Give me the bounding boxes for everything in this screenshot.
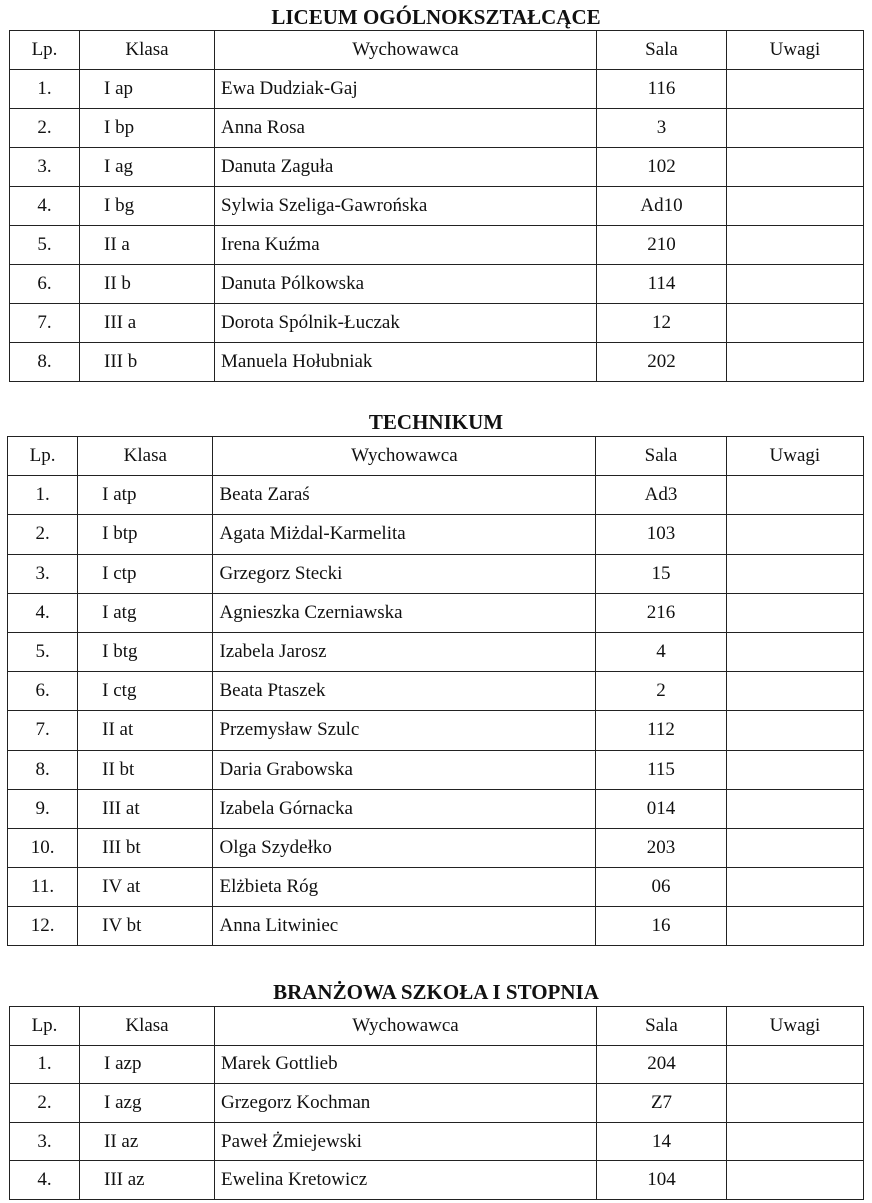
cell-uwagi <box>727 226 864 265</box>
column-header-klasa: Klasa <box>80 31 215 70</box>
cell-klasa: I ctp <box>78 554 213 593</box>
cell-sala: Ad3 <box>596 476 726 515</box>
cell-uwagi <box>726 554 863 593</box>
column-header-uwagi: Uwagi <box>727 1007 864 1046</box>
cell-lp: 2. <box>8 515 78 554</box>
cell-wychowawca: Ewelina Kretowicz <box>215 1161 597 1200</box>
table-row <box>10 1084 864 1123</box>
cell-sala: 06 <box>596 868 726 907</box>
cell-lp: 3. <box>10 148 80 187</box>
cell-uwagi <box>727 304 864 343</box>
cell-wychowawca: Elżbieta Róg <box>213 868 596 907</box>
cell-uwagi <box>727 148 864 187</box>
cell-lp: 4. <box>8 593 78 632</box>
cell-klasa: II az <box>80 1122 215 1161</box>
cell-wychowawca: Marek Gottlieb <box>215 1045 597 1084</box>
cell-wychowawca: Olga Szydełko <box>213 828 596 867</box>
cell-klasa: I ag <box>80 148 215 187</box>
cell-sala: 3 <box>597 109 727 148</box>
cell-uwagi <box>727 70 864 109</box>
column-header-lp: Lp. <box>10 31 80 70</box>
cell-sala: 203 <box>596 828 726 867</box>
cell-lp: 2. <box>10 1084 80 1123</box>
cell-klasa: II bt <box>78 750 213 789</box>
cell-sala: 210 <box>597 226 727 265</box>
cell-uwagi <box>726 672 863 711</box>
table-row <box>8 672 864 711</box>
table-row <box>8 868 864 907</box>
column-header-uwagi: Uwagi <box>727 31 864 70</box>
cell-sala: 14 <box>597 1122 727 1161</box>
column-header-wychowawca: Wychowawca <box>215 31 597 70</box>
cell-lp: 12. <box>8 907 78 946</box>
column-header-lp: Lp. <box>8 437 78 476</box>
cell-lp: 4. <box>10 1161 80 1200</box>
cell-wychowawca: Grzegorz Stecki <box>213 554 596 593</box>
cell-klasa: IV bt <box>78 907 213 946</box>
cell-klasa: I bg <box>80 187 215 226</box>
cell-uwagi <box>727 1122 864 1161</box>
table-row <box>10 1045 864 1084</box>
cell-klasa: I btp <box>78 515 213 554</box>
table-row <box>10 109 864 148</box>
cell-uwagi <box>726 907 863 946</box>
cell-wychowawca: Dorota Spólnik-Łuczak <box>215 304 597 343</box>
table-row <box>10 343 864 382</box>
cell-wychowawca: Przemysław Szulc <box>213 711 596 750</box>
cell-lp: 1. <box>10 1045 80 1084</box>
cell-klasa: II a <box>80 226 215 265</box>
cell-wychowawca: Sylwia Szeliga-Gawrońska <box>215 187 597 226</box>
cell-wychowawca: Daria Grabowska <box>213 750 596 789</box>
cell-sala: 114 <box>597 265 727 304</box>
table-row <box>10 70 864 109</box>
column-header-uwagi: Uwagi <box>726 437 863 476</box>
cell-lp: 3. <box>8 554 78 593</box>
table-row <box>10 187 864 226</box>
cell-sala: Z7 <box>597 1084 727 1123</box>
table-row <box>10 148 864 187</box>
table-row <box>8 593 864 632</box>
cell-klasa: I atg <box>78 593 213 632</box>
cell-uwagi <box>727 265 864 304</box>
cell-uwagi <box>726 476 863 515</box>
cell-uwagi <box>726 632 863 671</box>
cell-klasa: III a <box>80 304 215 343</box>
cell-lp: 3. <box>10 1122 80 1161</box>
column-header-wychowawca: Wychowawca <box>213 437 596 476</box>
table-liceum <box>9 30 864 382</box>
cell-klasa: II b <box>80 265 215 304</box>
cell-sala: Ad10 <box>597 187 727 226</box>
cell-uwagi <box>727 1161 864 1200</box>
table-row <box>10 1122 864 1161</box>
cell-wychowawca: Danuta Zaguła <box>215 148 597 187</box>
header-row <box>10 1007 864 1046</box>
cell-lp: 5. <box>10 226 80 265</box>
cell-wychowawca: Ewa Dudziak-Gaj <box>215 70 597 109</box>
cell-klasa: III az <box>80 1161 215 1200</box>
cell-klasa: I azp <box>80 1045 215 1084</box>
cell-uwagi <box>726 515 863 554</box>
cell-lp: 4. <box>10 187 80 226</box>
cell-lp: 7. <box>10 304 80 343</box>
cell-klasa: II at <box>78 711 213 750</box>
cell-wychowawca: Paweł Żmiejewski <box>215 1122 597 1161</box>
cell-sala: 216 <box>596 593 726 632</box>
cell-sala: 103 <box>596 515 726 554</box>
column-header-sala: Sala <box>597 31 727 70</box>
table-row <box>8 711 864 750</box>
table-row <box>10 265 864 304</box>
table-row <box>10 304 864 343</box>
table-branzowa <box>9 1006 864 1200</box>
cell-sala: 116 <box>597 70 727 109</box>
cell-sala: 112 <box>596 711 726 750</box>
cell-lp: 1. <box>8 476 78 515</box>
column-header-lp: Lp. <box>10 1007 80 1046</box>
cell-sala: 12 <box>597 304 727 343</box>
cell-klasa: IV at <box>78 868 213 907</box>
cell-sala: 014 <box>596 789 726 828</box>
cell-klasa: I atp <box>78 476 213 515</box>
cell-uwagi <box>727 1084 864 1123</box>
cell-uwagi <box>726 750 863 789</box>
header-row <box>10 31 864 70</box>
cell-wychowawca: Agata Miżdal-Karmelita <box>213 515 596 554</box>
cell-lp: 8. <box>10 343 80 382</box>
cell-uwagi <box>726 868 863 907</box>
cell-lp: 7. <box>8 711 78 750</box>
cell-lp: 11. <box>8 868 78 907</box>
table-row <box>8 828 864 867</box>
cell-uwagi <box>727 187 864 226</box>
cell-uwagi <box>727 109 864 148</box>
table-row <box>8 632 864 671</box>
cell-sala: 102 <box>597 148 727 187</box>
cell-wychowawca: Beata Ptaszek <box>213 672 596 711</box>
cell-uwagi <box>726 828 863 867</box>
cell-klasa: I btg <box>78 632 213 671</box>
cell-sala: 204 <box>597 1045 727 1084</box>
cell-lp: 6. <box>8 672 78 711</box>
cell-sala: 15 <box>596 554 726 593</box>
section-title-technikum: TECHNIKUM <box>368 410 504 434</box>
cell-sala: 2 <box>596 672 726 711</box>
cell-wychowawca: Manuela Hołubniak <box>215 343 597 382</box>
cell-lp: 2. <box>10 109 80 148</box>
cell-wychowawca: Irena Kuźma <box>215 226 597 265</box>
cell-uwagi <box>727 343 864 382</box>
table-row <box>10 1161 864 1200</box>
cell-wychowawca: Izabela Górnacka <box>213 789 596 828</box>
cell-lp: 6. <box>10 265 80 304</box>
column-header-sala: Sala <box>596 437 726 476</box>
table-row <box>10 226 864 265</box>
cell-uwagi <box>726 593 863 632</box>
table-technikum <box>7 436 864 946</box>
cell-lp: 8. <box>8 750 78 789</box>
table-row <box>8 554 864 593</box>
cell-wychowawca: Agnieszka Czerniawska <box>213 593 596 632</box>
table-row <box>8 907 864 946</box>
cell-sala: 4 <box>596 632 726 671</box>
cell-sala: 16 <box>596 907 726 946</box>
cell-sala: 202 <box>597 343 727 382</box>
cell-wychowawca: Beata Zaraś <box>213 476 596 515</box>
column-header-sala: Sala <box>597 1007 727 1046</box>
table-row <box>8 750 864 789</box>
cell-uwagi <box>726 711 863 750</box>
cell-uwagi <box>727 1045 864 1084</box>
cell-lp: 9. <box>8 789 78 828</box>
cell-klasa: I ap <box>80 70 215 109</box>
cell-wychowawca: Anna Rosa <box>215 109 597 148</box>
table-row <box>8 789 864 828</box>
cell-klasa: I azg <box>80 1084 215 1123</box>
column-header-wychowawca: Wychowawca <box>215 1007 597 1046</box>
cell-lp: 1. <box>10 70 80 109</box>
cell-klasa: III at <box>78 789 213 828</box>
table-row <box>8 476 864 515</box>
cell-wychowawca: Anna Litwiniec <box>213 907 596 946</box>
cell-wychowawca: Danuta Pólkowska <box>215 265 597 304</box>
column-header-klasa: Klasa <box>78 437 213 476</box>
cell-klasa: I bp <box>80 109 215 148</box>
column-header-klasa: Klasa <box>80 1007 215 1046</box>
cell-sala: 104 <box>597 1161 727 1200</box>
table-row <box>8 515 864 554</box>
header-row <box>8 437 864 476</box>
cell-uwagi <box>726 789 863 828</box>
section-title-branzowa: BRANŻOWA SZKOŁA I STOPNIA <box>273 980 599 1004</box>
cell-klasa: III b <box>80 343 215 382</box>
cell-klasa: III bt <box>78 828 213 867</box>
cell-lp: 5. <box>8 632 78 671</box>
section-title-liceum: LICEUM OGÓLNOKSZTAŁCĄCE <box>271 5 601 29</box>
cell-sala: 115 <box>596 750 726 789</box>
cell-klasa: I ctg <box>78 672 213 711</box>
cell-wychowawca: Grzegorz Kochman <box>215 1084 597 1123</box>
cell-lp: 10. <box>8 828 78 867</box>
cell-wychowawca: Izabela Jarosz <box>213 632 596 671</box>
